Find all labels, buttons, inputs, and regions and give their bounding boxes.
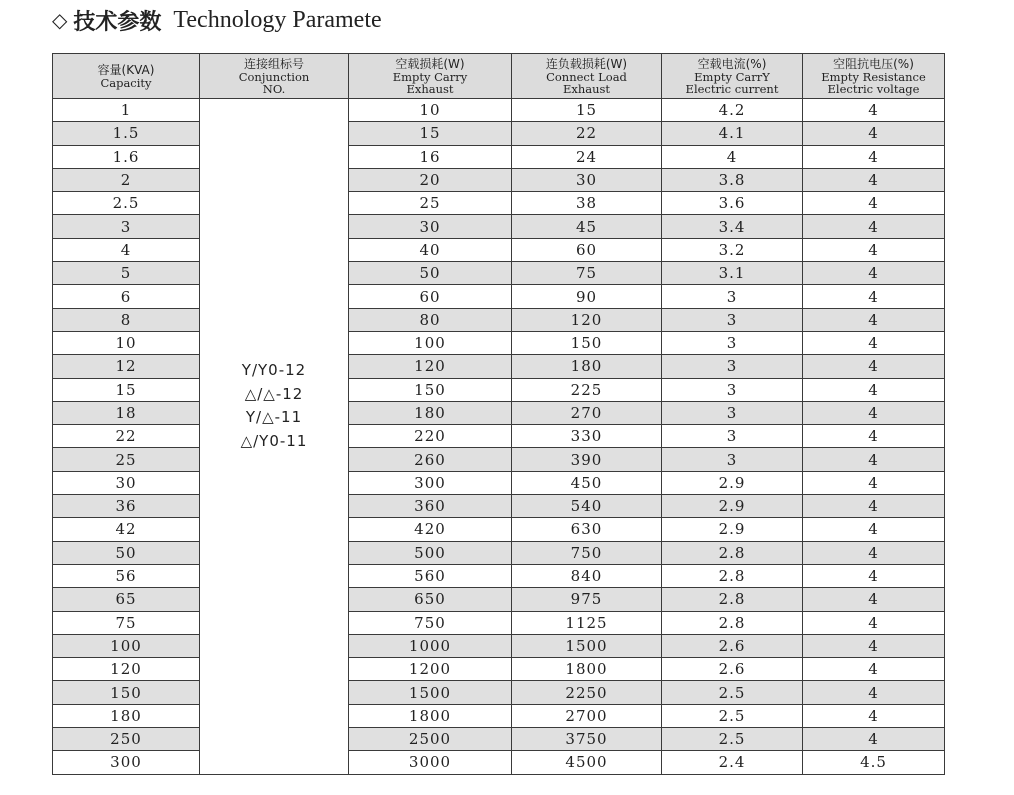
empty-current-cell: 2.4 (662, 751, 803, 774)
conjunction-item: Y/△-11 (245, 408, 303, 426)
capacity-cell: 18 (53, 401, 200, 424)
empty-current-cell: 2.8 (662, 564, 803, 587)
capacity-cell: 5 (53, 262, 200, 285)
table-row (53, 285, 945, 308)
capacity-cell: 75 (53, 611, 200, 634)
diamond-icon: ◇ (52, 8, 68, 32)
capacity-cell: 65 (53, 588, 200, 611)
empty-current-cell: 2.8 (662, 541, 803, 564)
capacity-cell: 1.6 (53, 145, 200, 168)
capacity-cell: 120 (53, 658, 200, 681)
impedance-voltage-cell: 4 (803, 355, 945, 378)
empty-loss-cell: 1500 (349, 681, 512, 704)
table-row (53, 728, 945, 751)
capacity-cell: 25 (53, 448, 200, 471)
empty-loss-cell: 150 (349, 378, 512, 401)
capacity-cell: 1 (53, 99, 200, 122)
empty-loss-cell: 180 (349, 401, 512, 424)
empty-current-cell: 2.9 (662, 495, 803, 518)
header-capacity-en: Capacity (100, 76, 152, 90)
empty-loss-cell: 750 (349, 611, 512, 634)
table-row (53, 518, 945, 541)
table-row (53, 192, 945, 215)
table-row (53, 634, 945, 657)
impedance-voltage-cell: 4 (803, 401, 945, 424)
table-row (53, 564, 945, 587)
capacity-cell: 2 (53, 168, 200, 191)
impedance-voltage-cell: 4 (803, 611, 945, 634)
header-load-loss (512, 54, 662, 99)
empty-current-cell: 2.9 (662, 471, 803, 494)
table-row (53, 541, 945, 564)
load-loss-cell: 270 (512, 401, 662, 424)
empty-current-cell: 2.5 (662, 728, 803, 751)
capacity-cell: 2.5 (53, 192, 200, 215)
table-row (53, 401, 945, 424)
empty-loss-cell: 15 (349, 122, 512, 145)
capacity-cell: 22 (53, 425, 200, 448)
empty-current-cell: 3.2 (662, 238, 803, 261)
load-loss-cell: 1800 (512, 658, 662, 681)
empty-loss-cell: 2500 (349, 728, 512, 751)
empty-current-cell: 3 (662, 378, 803, 401)
header-impedance-voltage-en1: Empty Resistance (821, 70, 926, 84)
load-loss-cell: 22 (512, 122, 662, 145)
impedance-voltage-cell: 4 (803, 471, 945, 494)
header-capacity-cn: 容量(KVA) (97, 63, 155, 77)
header-empty-loss-en2: Exhaust (406, 82, 454, 96)
load-loss-cell: 2250 (512, 681, 662, 704)
header-empty-current-en2: Electric current (685, 82, 779, 96)
heading-title-en: Technology Paramete (173, 6, 382, 33)
load-loss-cell: 840 (512, 564, 662, 587)
empty-current-cell: 3 (662, 401, 803, 424)
empty-loss-cell: 10 (349, 99, 512, 122)
empty-current-cell: 3 (662, 285, 803, 308)
conjunction-item: Y/Y0-12 (241, 361, 307, 379)
capacity-cell: 250 (53, 728, 200, 751)
table-row (53, 168, 945, 191)
empty-current-cell: 3.4 (662, 215, 803, 238)
table-row (53, 122, 945, 145)
empty-loss-cell: 1200 (349, 658, 512, 681)
capacity-cell: 8 (53, 308, 200, 331)
load-loss-cell: 180 (512, 355, 662, 378)
empty-current-cell: 3 (662, 448, 803, 471)
table-row (53, 238, 945, 261)
empty-loss-cell: 60 (349, 285, 512, 308)
table-row (53, 658, 945, 681)
header-empty-current-cn: 空载电流(%) (697, 57, 767, 71)
empty-loss-cell: 220 (349, 425, 512, 448)
empty-loss-cell: 300 (349, 471, 512, 494)
table-body (53, 99, 945, 775)
header-empty-loss-en1: Empty Carry (392, 70, 468, 84)
load-loss-cell: 1125 (512, 611, 662, 634)
header-load-loss-en2: Exhaust (562, 82, 611, 96)
impedance-voltage-cell: 4 (803, 541, 945, 564)
table-row (53, 495, 945, 518)
impedance-voltage-cell: 4 (803, 588, 945, 611)
load-loss-cell: 540 (512, 495, 662, 518)
empty-current-cell: 3.6 (662, 192, 803, 215)
load-loss-cell: 60 (512, 238, 662, 261)
header-impedance-voltage-en2: Electric voltage (827, 82, 920, 96)
empty-loss-cell: 80 (349, 308, 512, 331)
impedance-voltage-cell: 4 (803, 378, 945, 401)
impedance-voltage-cell: 4 (803, 215, 945, 238)
capacity-cell: 42 (53, 518, 200, 541)
table-row (53, 704, 945, 727)
empty-loss-cell: 560 (349, 564, 512, 587)
load-loss-cell: 38 (512, 192, 662, 215)
impedance-voltage-cell: 4 (803, 634, 945, 657)
header-capacity (53, 54, 200, 99)
header-conjunction-en1: Conjunction (238, 70, 310, 84)
empty-current-cell: 3 (662, 355, 803, 378)
capacity-cell: 15 (53, 378, 200, 401)
load-loss-cell: 975 (512, 588, 662, 611)
empty-loss-cell: 120 (349, 355, 512, 378)
empty-current-cell: 2.5 (662, 704, 803, 727)
load-loss-cell: 225 (512, 378, 662, 401)
empty-current-cell: 4.2 (662, 99, 803, 122)
conjunction-item: △/Y0-11 (240, 431, 308, 450)
impedance-voltage-cell: 4 (803, 308, 945, 331)
empty-loss-cell: 100 (349, 331, 512, 354)
impedance-voltage-cell: 4 (803, 331, 945, 354)
empty-current-cell: 4.1 (662, 122, 803, 145)
table-row (53, 355, 945, 378)
impedance-voltage-cell: 4 (803, 192, 945, 215)
empty-current-cell: 2.6 (662, 634, 803, 657)
impedance-voltage-cell: 4 (803, 681, 945, 704)
load-loss-cell: 15 (512, 99, 662, 122)
table-row (53, 378, 945, 401)
table-row (53, 308, 945, 331)
impedance-voltage-cell: 4 (803, 262, 945, 285)
impedance-voltage-cell: 4 (803, 704, 945, 727)
empty-loss-cell: 30 (349, 215, 512, 238)
table-row (53, 751, 945, 774)
impedance-voltage-cell: 4 (803, 495, 945, 518)
empty-loss-cell: 420 (349, 518, 512, 541)
load-loss-cell: 75 (512, 262, 662, 285)
section-heading (52, 4, 382, 36)
header-empty-current (662, 54, 803, 99)
capacity-cell: 50 (53, 541, 200, 564)
header-conjunction-cn: 连接组标号 (243, 57, 304, 71)
impedance-voltage-cell: 4 (803, 518, 945, 541)
load-loss-cell: 1500 (512, 634, 662, 657)
impedance-voltage-cell: 4 (803, 285, 945, 308)
table-row (53, 681, 945, 704)
impedance-voltage-cell: 4 (803, 728, 945, 751)
table-row (53, 471, 945, 494)
empty-current-cell: 2.5 (662, 681, 803, 704)
load-loss-cell: 2700 (512, 704, 662, 727)
capacity-cell: 56 (53, 564, 200, 587)
impedance-voltage-cell: 4 (803, 238, 945, 261)
empty-loss-cell: 50 (349, 262, 512, 285)
table-header-row (53, 54, 945, 99)
empty-current-cell: 3.1 (662, 262, 803, 285)
capacity-cell: 30 (53, 471, 200, 494)
header-conjunction-en2: NO. (262, 82, 286, 96)
capacity-cell: 36 (53, 495, 200, 518)
empty-current-cell: 3 (662, 425, 803, 448)
load-loss-cell: 3750 (512, 728, 662, 751)
table-row (53, 611, 945, 634)
impedance-voltage-cell: 4 (803, 168, 945, 191)
header-empty-current-en1: Empty CarrY (694, 70, 770, 84)
empty-loss-cell: 500 (349, 541, 512, 564)
load-loss-cell: 30 (512, 168, 662, 191)
header-impedance-voltage-cn: 空阻抗电压(%) (833, 57, 914, 71)
parameters-table (52, 53, 945, 775)
empty-current-cell: 3.8 (662, 168, 803, 191)
empty-current-cell: 2.6 (662, 658, 803, 681)
header-empty-loss-cn: 空载损耗(W) (395, 57, 465, 71)
impedance-voltage-cell: 4 (803, 99, 945, 122)
table-row (53, 145, 945, 168)
load-loss-cell: 120 (512, 308, 662, 331)
load-loss-cell: 330 (512, 425, 662, 448)
capacity-cell: 6 (53, 285, 200, 308)
conjunction-item: △/△-12 (244, 384, 304, 403)
empty-current-cell: 4 (662, 145, 803, 168)
table-row (53, 331, 945, 354)
capacity-cell: 150 (53, 681, 200, 704)
capacity-cell: 100 (53, 634, 200, 657)
empty-loss-cell: 3000 (349, 751, 512, 774)
impedance-voltage-cell: 4.5 (803, 751, 945, 774)
capacity-cell: 12 (53, 355, 200, 378)
load-loss-cell: 390 (512, 448, 662, 471)
table-row (53, 448, 945, 471)
table-row (53, 215, 945, 238)
header-load-loss-cn: 连负载损耗(W) (545, 57, 628, 71)
load-loss-cell: 750 (512, 541, 662, 564)
empty-loss-cell: 16 (349, 145, 512, 168)
empty-loss-cell: 360 (349, 495, 512, 518)
header-conjunction (200, 54, 349, 99)
empty-loss-cell: 40 (349, 238, 512, 261)
empty-current-cell: 3 (662, 308, 803, 331)
empty-current-cell: 3 (662, 331, 803, 354)
header-impedance-voltage (803, 54, 945, 99)
table-row (53, 425, 945, 448)
capacity-cell: 3 (53, 215, 200, 238)
load-loss-cell: 630 (512, 518, 662, 541)
load-loss-cell: 4500 (512, 751, 662, 774)
table-row (53, 262, 945, 285)
empty-loss-cell: 1800 (349, 704, 512, 727)
empty-current-cell: 2.8 (662, 611, 803, 634)
conjunction-cell (200, 99, 349, 775)
empty-loss-cell: 650 (349, 588, 512, 611)
empty-loss-cell: 25 (349, 192, 512, 215)
header-load-loss-en1: Connect Load (546, 70, 627, 84)
empty-current-cell: 2.8 (662, 588, 803, 611)
capacity-cell: 180 (53, 704, 200, 727)
empty-loss-cell: 260 (349, 448, 512, 471)
table-row (53, 99, 945, 122)
impedance-voltage-cell: 4 (803, 122, 945, 145)
heading-title-cn: 技术参数 (73, 9, 162, 35)
impedance-voltage-cell: 4 (803, 658, 945, 681)
capacity-cell: 1.5 (53, 122, 200, 145)
load-loss-cell: 150 (512, 331, 662, 354)
capacity-cell: 10 (53, 331, 200, 354)
table-row (53, 588, 945, 611)
empty-current-cell: 2.9 (662, 518, 803, 541)
impedance-voltage-cell: 4 (803, 564, 945, 587)
load-loss-cell: 45 (512, 215, 662, 238)
header-empty-loss (349, 54, 512, 99)
impedance-voltage-cell: 4 (803, 425, 945, 448)
load-loss-cell: 24 (512, 145, 662, 168)
load-loss-cell: 450 (512, 471, 662, 494)
capacity-cell: 4 (53, 238, 200, 261)
load-loss-cell: 90 (512, 285, 662, 308)
impedance-voltage-cell: 4 (803, 448, 945, 471)
conjunction-list (200, 359, 348, 453)
empty-loss-cell: 20 (349, 168, 512, 191)
impedance-voltage-cell: 4 (803, 145, 945, 168)
capacity-cell: 300 (53, 751, 200, 774)
empty-loss-cell: 1000 (349, 634, 512, 657)
